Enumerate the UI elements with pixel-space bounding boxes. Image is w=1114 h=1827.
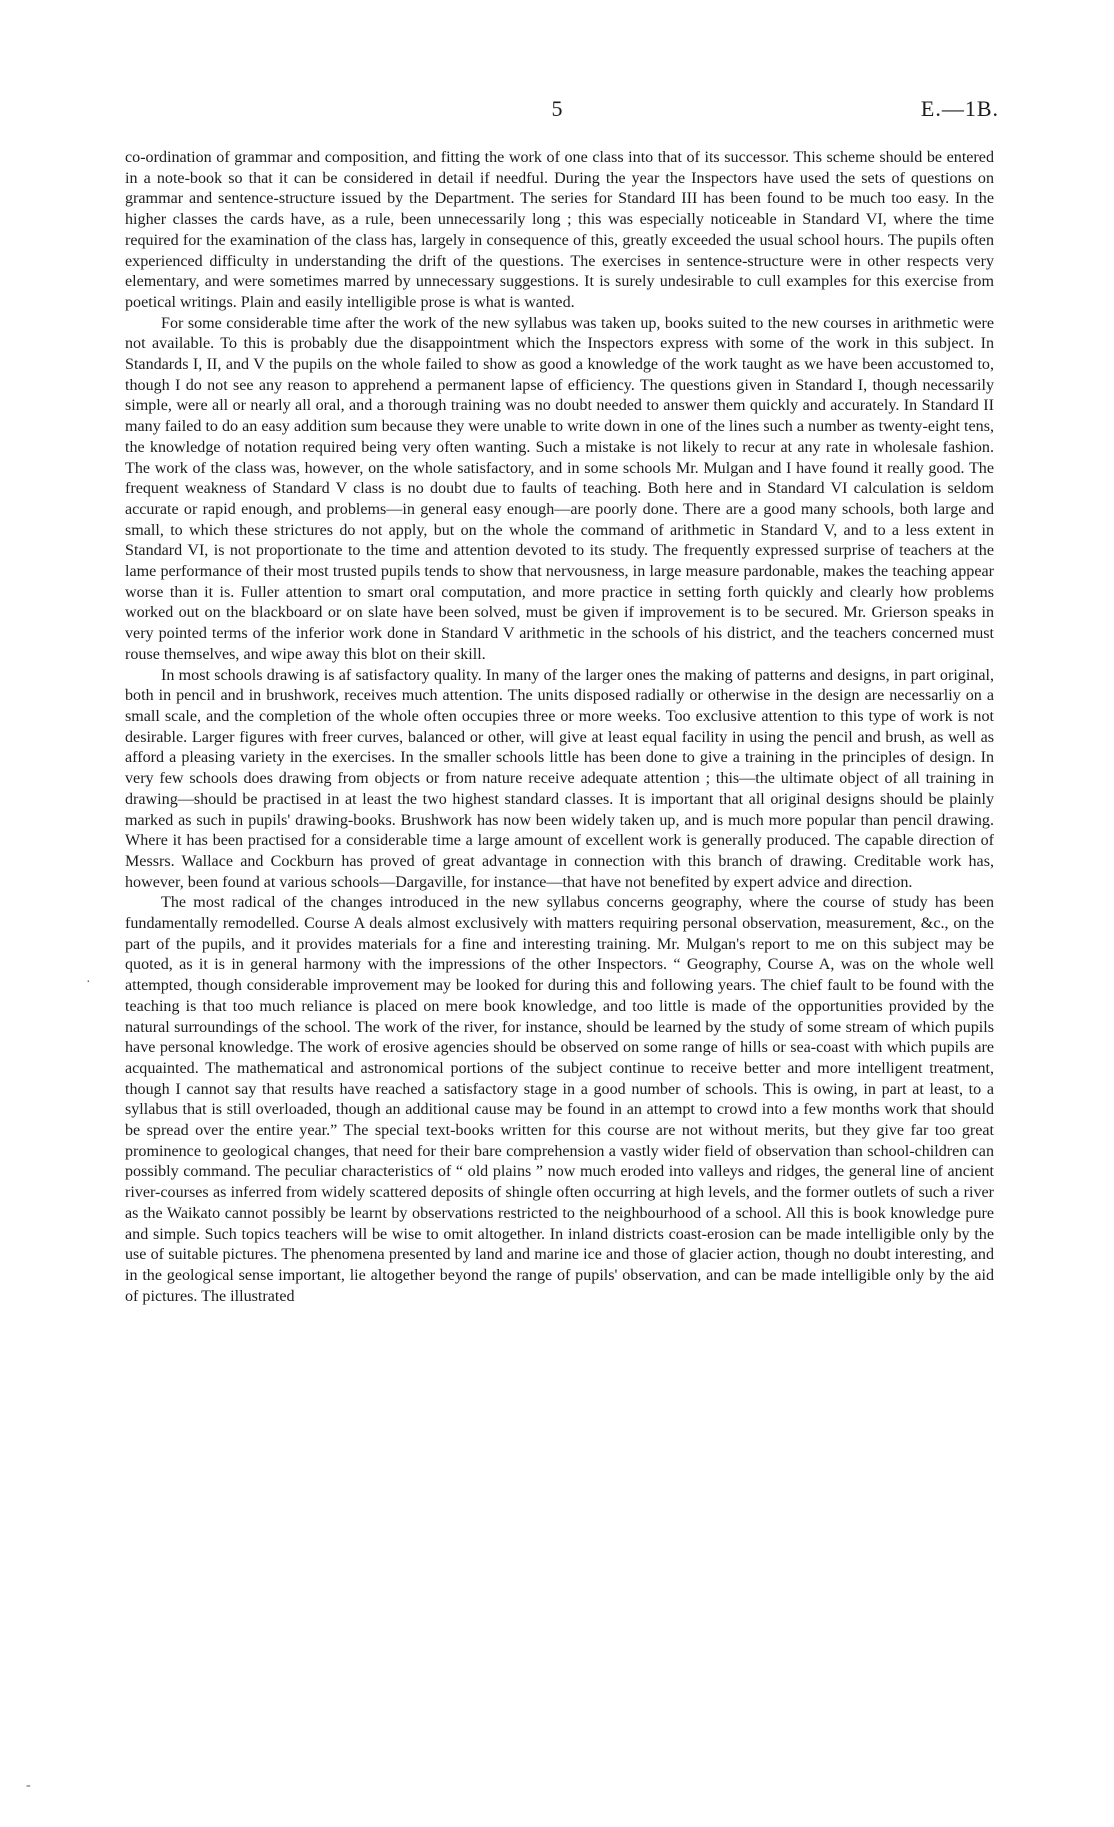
paragraph-geography: The most radical of the changes introduced in the new syllabus concerns geography, where the course of study has been fundamentally remodelled. Course A deals almost exclusively with matters requiring personal observation, measurement, &c., on the part of the pupils, and it provides materials for a fine and interesting training. Mr. Mulgan's report to me on this subject may be quoted, as it is in general harmony with the impressions of the other Inspectors. “ Geography, Course A, was on the whole well attempted, though considerable improvement may be looked for during this and following years. The chief fault to be found with the teaching is that too much reliance is placed on mere book knowledge, and too little is made of the opportunities provided by the natural surroundings of the school. The work of the river, for instance, should be learned by the study of some stream of which pupils have personal knowledge. The work of erosive agencies should be observed on some range of hills or sea-coast with which pupils are acquainted. The mathematical and astronomical portions of the subject continue to receive better and more intelligent treatment, though I cannot say that results have reached a satisfactory stage in a good number of schools. This is owing, in part at least, to a syllabus that is still overloaded, though an additional cause may be found in an attempt to crowd into a few months work that should be spread over the entire year.” The special text-books written for this course are not without merits, but they give far too great prominence to geological changes, that need for their bare comprehension a vastly wider field of observation than school-children can possibly command. The peculiar characteristics of “ old plains ” now much eroded into valleys and ridges, the general line of ancient river-courses as inferred from widely scattered deposits of shingle often occurring at high levels, and the former outlets of such a river as the Waikato cannot possibly be learnt by observations restricted to the neighbourhood of a school. All this is book knowledge pure and simple. Such topics teachers will be wise to omit altogether. In inland districts coast-erosion can be made intelligible only by the use of suitable pictures. The phenomena presented by land and marine ice and those of glacier action, though no doubt interesting, and in the geological sense important, lie altogether beyond the range of pupils' observation, and can be made intelligible only by the aid of pictures. The illustrated <box>125 894 994 1305</box>
page-number: 5 <box>551 96 563 121</box>
margin-mark: · <box>86 975 91 990</box>
body-text <box>125 148 994 1307</box>
paragraph-drawing: In most schools drawing is af satisfactory quality. In many of the larger ones the making of patterns and designs, in part original, both in pencil and in brushwork, receives much attention. The units disposed radially or otherwise in the design are necessarliy on a small scale, and the completion of the whole often occupies three or more weeks. Too exclusive attention to this type of work is not desirable. Larger figures with freer curves, balanced or other, will give at least equal facility in using the pencil and brush, as well as afford a pleasing variety in the exercises. In the smaller schools little has been done to give a training in the principles of design. In very few schools does drawing from objects or from nature receive adequate attention ; this—the ultimate object of all training in drawing—should be practised in at least the two highest standard classes. It is important that all original designs should be plainly marked as such in pupils' drawing-books. Brushwork has now been widely taken up, and is much more popular than pencil drawing. Where it has been practised for a considerable time a large amount of excellent work is generally produced. The capable direction of Messrs. Wallace and Cockburn has proved of great advantage in connection with this branch of drawing. Creditable work has, however, been found at various schools—Dargaville, for instance—that have not benefited by expert advice and direction. <box>125 666 994 891</box>
document-reference: E.—1B. <box>920 96 999 121</box>
margin-mark: - <box>26 1778 31 1793</box>
paragraph-arithmetic: For some considerable time after the work of the new syllabus was taken up, books suited to the new courses in arithmetic were not available. To this is probably due the disappointment which the Inspectors express with some of the work in this subject. In Standards I, II, and V the pupils on the whole failed to show as good a knowledge of the work taught as we have been accustomed to, though I do not see any reason to apprehend a permanent lapse of efficiency. The questions given in Standard I, though necessarily simple, were all or nearly all oral, and a thorough training was no doubt needed to answer them quickly and accurately. In Standard II many failed to do an easy addition sum because they were unable to write down in one of the lines such a number as twenty-eight tens, the knowledge of notation required being very often wanting. Such a mistake is not likely to recur at any rate in wholesale fashion. The work of the class was, however, on the whole satisfactory, and in some schools Mr. Mulgan and I have found it really good. The frequent weakness of Standard V class is no doubt due to faults of teaching. Both here and in Standard VI calculation is seldom accurate or rapid enough, and problems—in general easy enough—are poorly done. There are a good many schools, both large and small, to which these strictures do not apply, but on the whole the command of arithmetic in Standard V, and to a less extent in Standard VI, is not proportionate to the time and attention devoted to its study. The frequently expressed surprise of teachers at the lame performance of their most trusted pupils tends to show that nervousness, in large measure pardonable, makes the teaching appear worse than it is. Fuller attention to smart oral computation, and more practice in setting forth quickly and clearly how problems worked out on the blackboard or on slate have been solved, must be given if improvement is to be secured. Mr. Grierson speaks in very pointed terms of the inferior work done in Standard V arithmetic in the schools of his district, and the teachers concerned must rouse themselves, and wipe away this blot on their skill. <box>125 314 994 663</box>
paragraph-grammar-continued: co-ordination of grammar and composition, and fitting the work of one class into that of its successor. This scheme should be entered in a note-book so that it can be considered in detail if needful. During the year the Inspectors have used the sets of questions on grammar and sentence-structure issued by the Department. The series for Standard III has been found to be much too easy. In the higher classes the cards have, as a rule, been unnecessarily long ; this was especially noticeable in Standard VI, where the time required for the examination of the class has, largely in consequence of this, greatly exceeded the usual school hours. The pupils often experienced difficulty in understanding the drift of the questions. The exercises in sentence-structure were in other respects very elementary, and were sometimes marred by unnecessary suggestions. It is surely undesirable to cull examples for this exercise from poetical writings. Plain and easily intelligible prose is what is wanted. <box>125 149 994 311</box>
